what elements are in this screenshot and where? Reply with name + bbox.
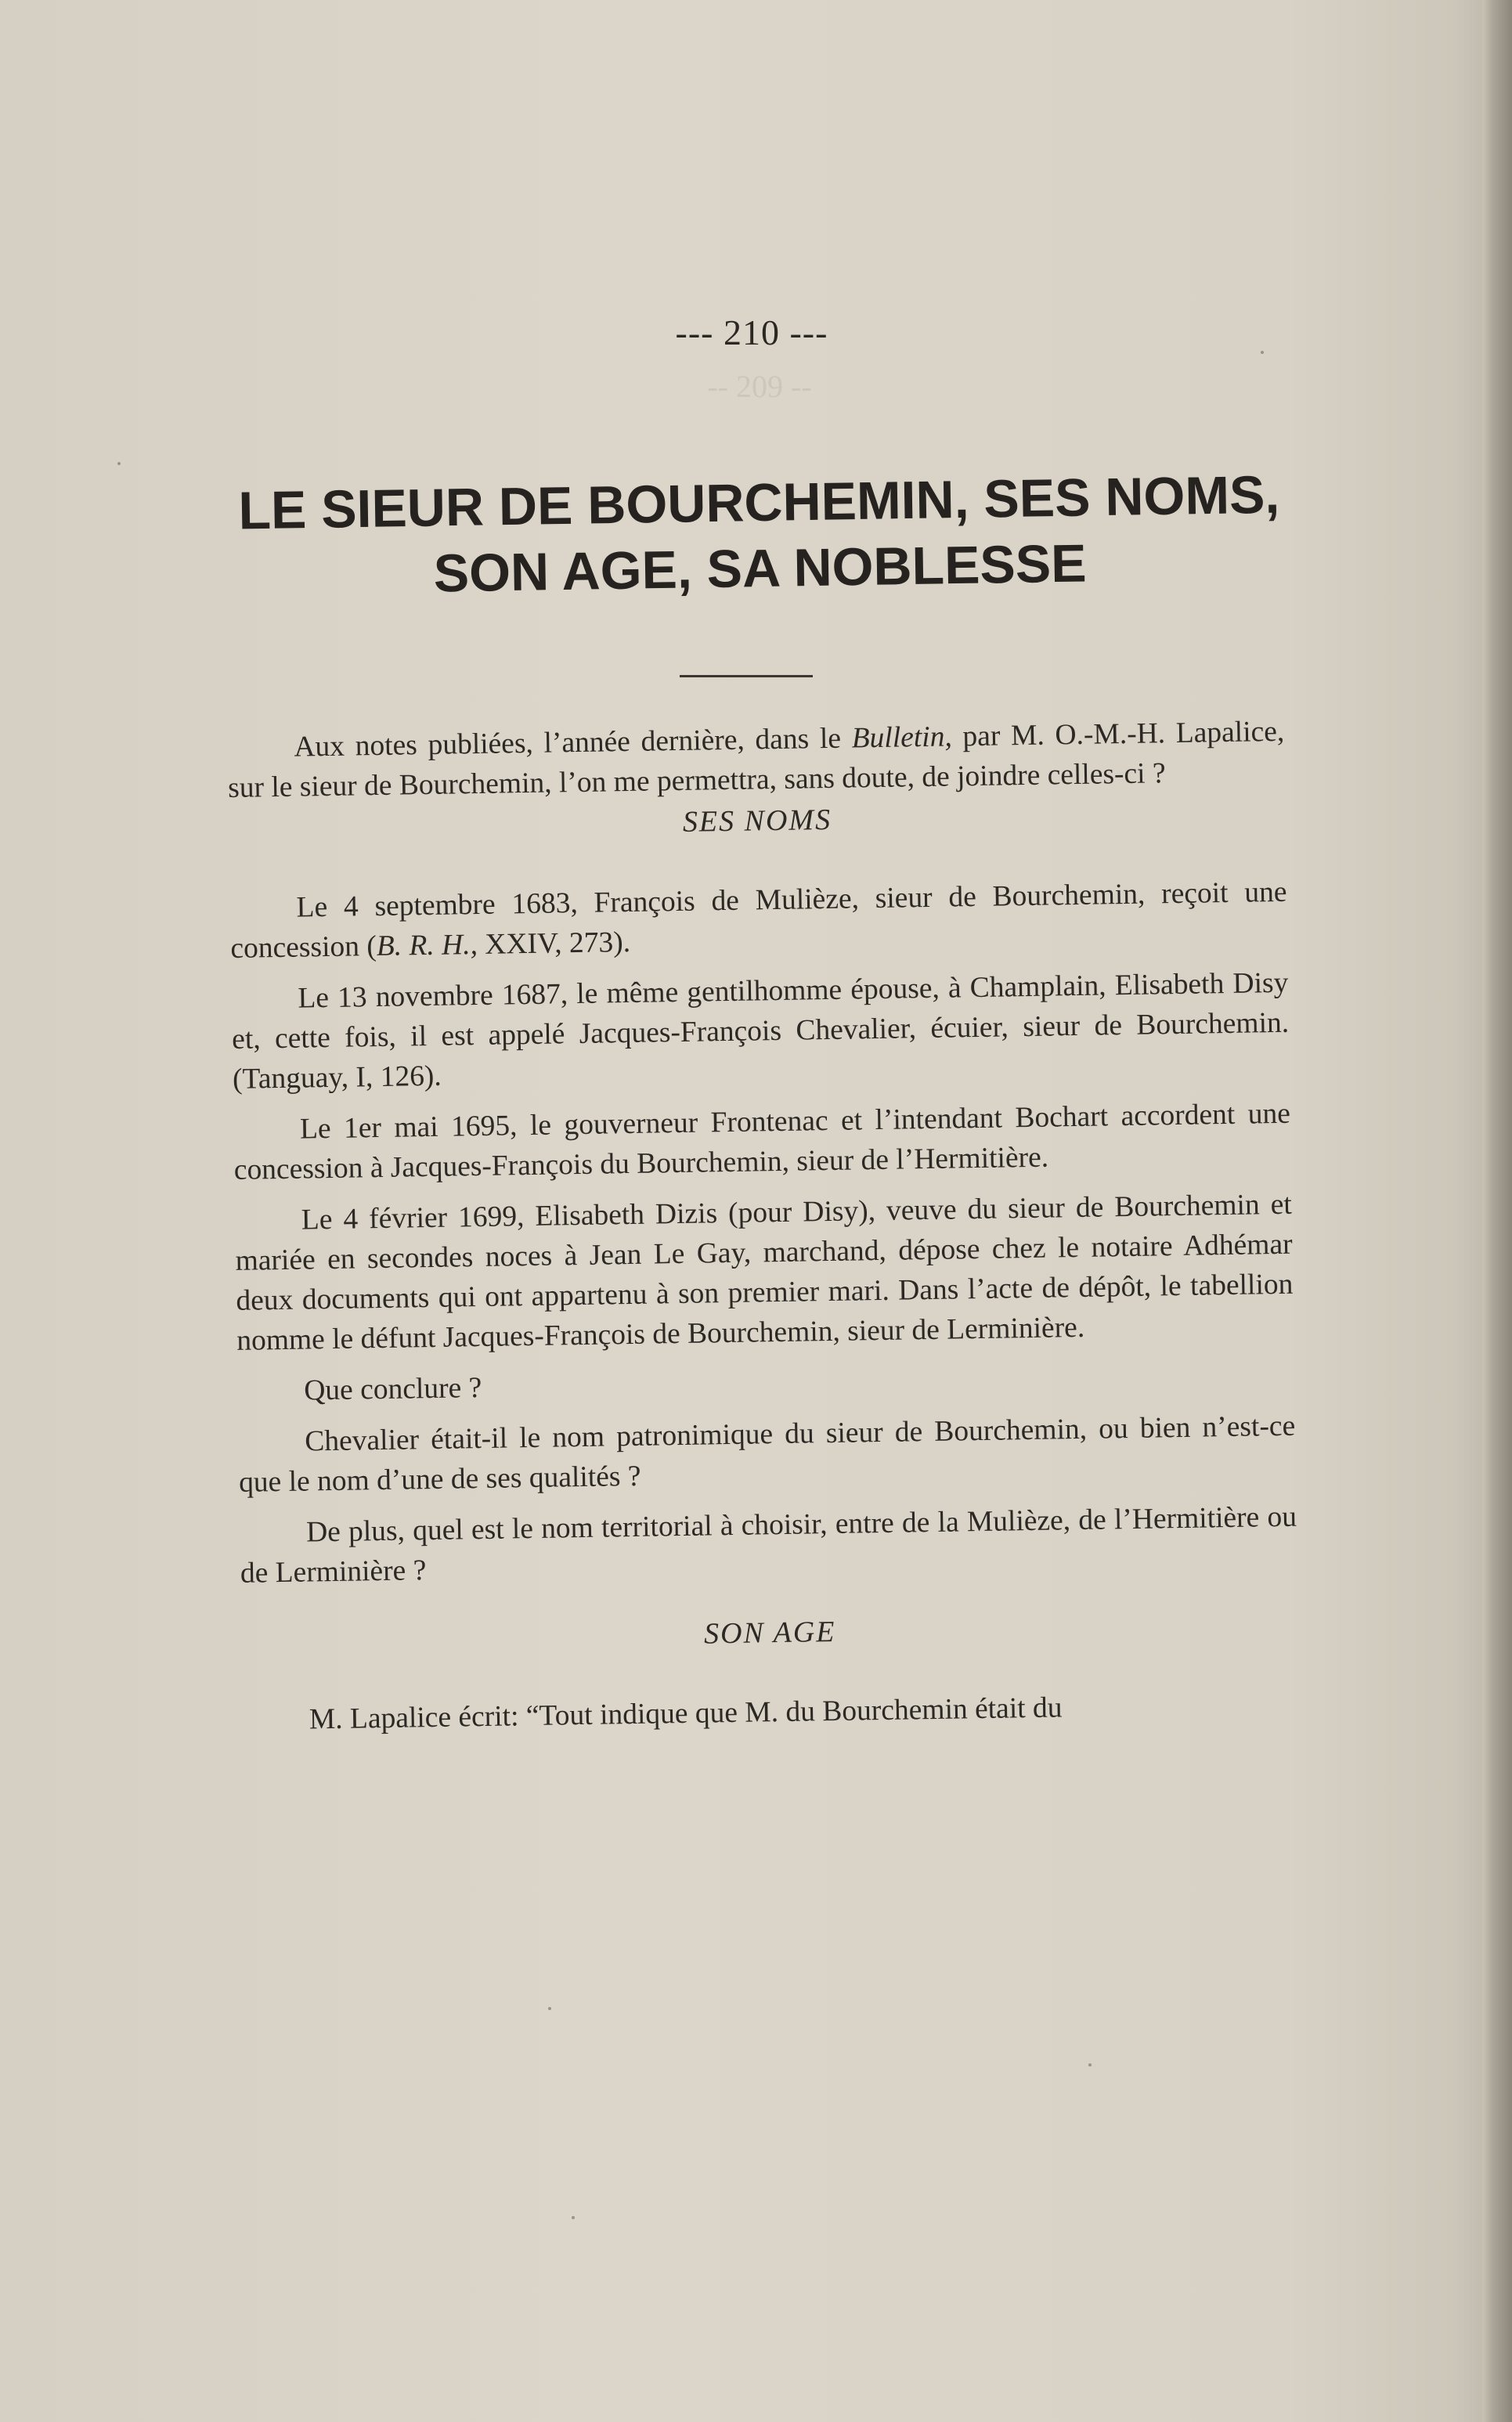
paper-speck	[572, 2216, 575, 2219]
paragraph-chevalier: Chevalier était-il le nom patronimique du sieur de Bourchemin, ou bien n’est-ce que le nom d’une de ses qualités ?	[238, 1410, 1296, 1499]
binding-gutter	[1482, 0, 1512, 2422]
paper-speck	[1261, 351, 1264, 354]
paper-speck	[117, 462, 121, 465]
paragraph-1699: Le 4 février 1699, Elisabeth Dizis (pour Disy), veuve du sieur de Bourchemin et mariée en secondes noces à Jean Le Gay, marchand, dépose chez le notaire Adhémar deux documents qui ont appartenu à son premier mari. Dans l’acte de dépôt, le tabellion nomme le défunt Jacques-François de Bourchemin, sieur de Lerminière.	[235, 1188, 1294, 1357]
article-body	[227, 712, 1300, 1752]
title-divider	[680, 675, 813, 677]
paragraph-1687: Le 13 novembre 1687, le même gentilhomme épouse, à Champlain, Elisabeth Disy et, cette fois, il est appelé Jacques-François Chevalier, écuier, sieur de Bourchemin. (Tanguay, I, 126).	[231, 966, 1290, 1095]
section-heading-age: SON AGE	[703, 1615, 836, 1651]
paragraph-lapalice: M. Lapalice écrit: “Tout indique que M. du Bourchemin était du	[309, 1691, 1063, 1736]
paragraph-que-conclure: Que conclure ?	[303, 1371, 482, 1407]
title-line-2: SON AGE, SA NOBLESSE	[433, 533, 1088, 604]
paragraph-1695: Le 1er mai 1695, le gouverneur Frontenac et l’intendant Bochart accordent une concession à Jacques-François du Bourchemin, sieur de l’Hermitière.	[233, 1097, 1291, 1186]
paper-speck	[548, 2007, 551, 2010]
section-heading-noms: SES NOMS	[682, 803, 832, 839]
paragraph-nom-territorial: De plus, quel est le nom territorial à choisir, entre de la Mulièze, de l’Hermitière ou de Lerminière ?	[240, 1500, 1297, 1590]
title-line-1: LE SIEUR DE BOURCHEMIN, SES NOMS,	[237, 464, 1280, 541]
paper-speck	[1088, 2063, 1092, 2066]
article-title	[211, 461, 1308, 610]
page-number: --- 210 ---	[675, 312, 828, 352]
bleed-through-page-number: -- 209 --	[707, 369, 812, 404]
intro-paragraph: Aux notes publiées, l’année dernière, dans le Bulletin, par M. O.-M.-H. Lapalice, sur le sieur de Bourchemin, l’on me permettra, sans doute, de joindre celles-ci ?	[227, 715, 1285, 804]
paragraph-1683: Le 4 septembre 1683, François de Mulièze, sieur de Bourchemin, reçoit une concession (B. R. H., XXIV, 273).	[230, 875, 1287, 965]
